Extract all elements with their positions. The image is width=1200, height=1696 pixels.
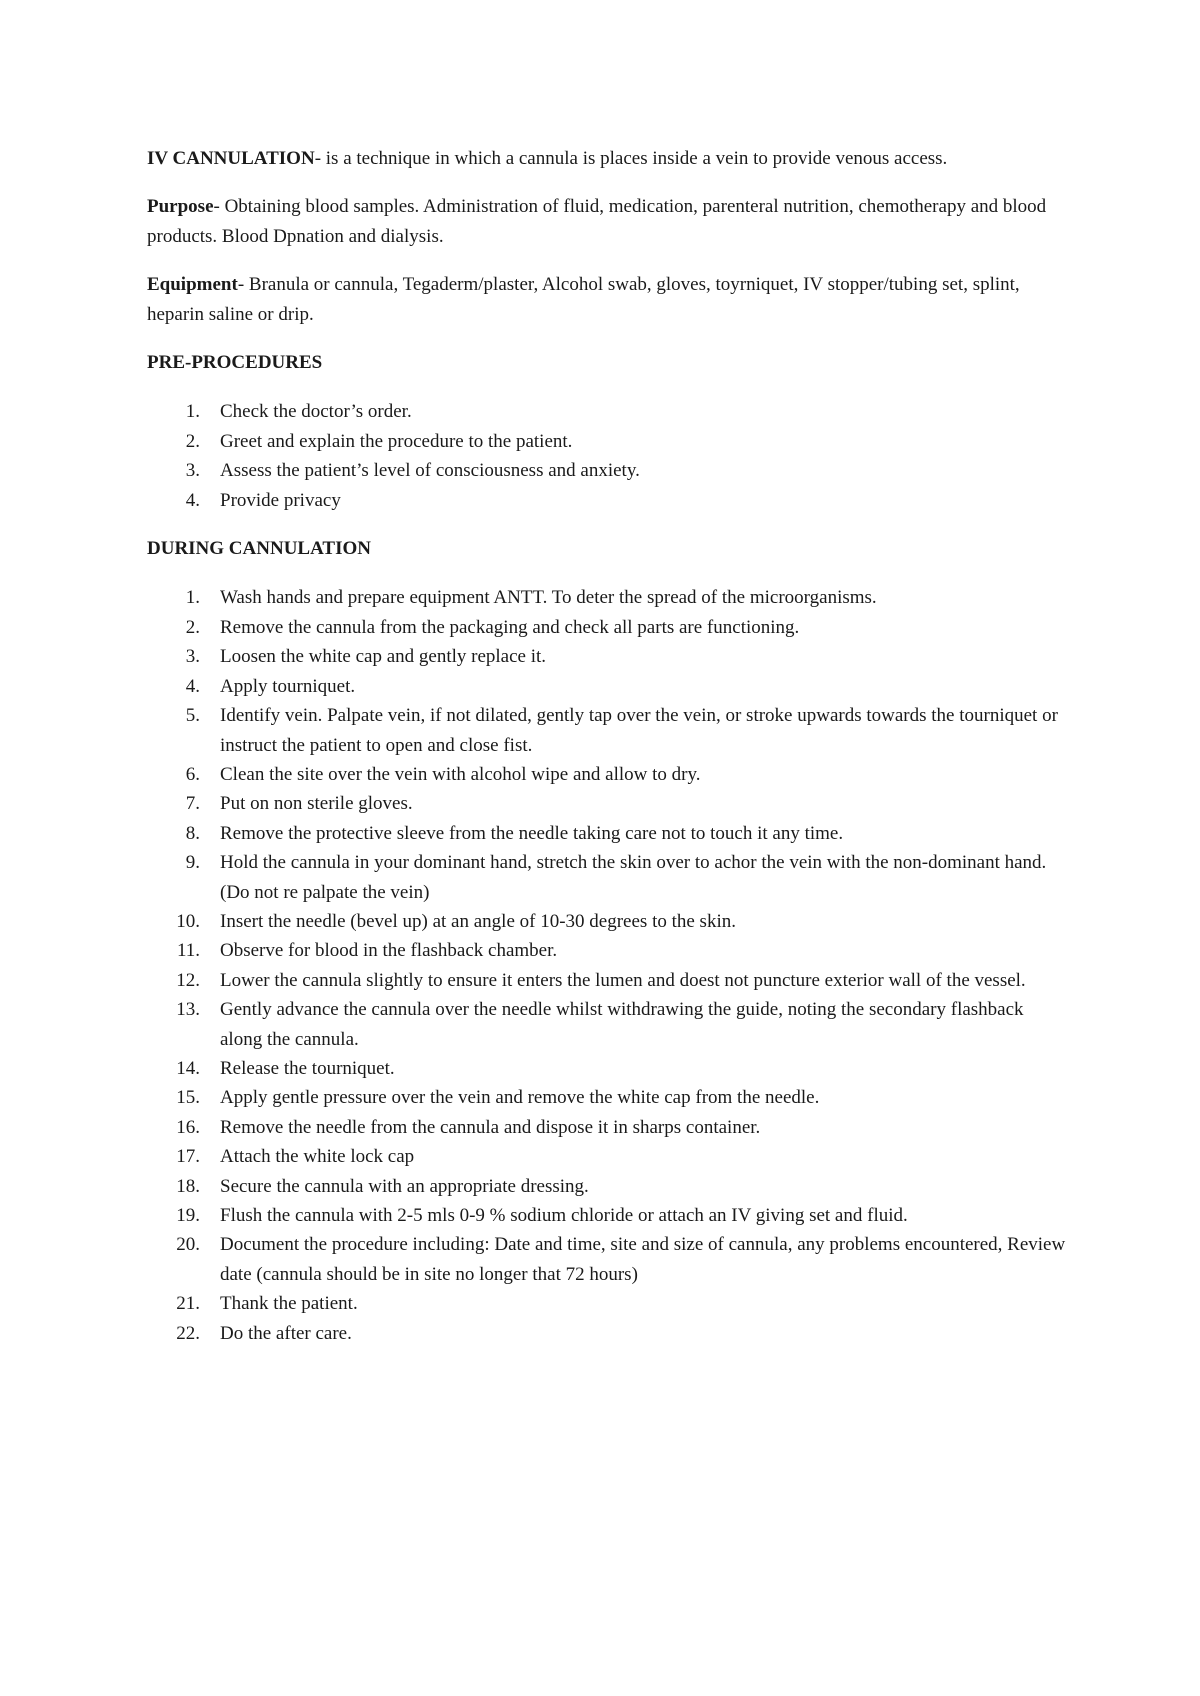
list-item — [147, 907, 1067, 936]
list-item-number: 1. — [185, 401, 200, 423]
list-item-number: 6. — [185, 763, 200, 785]
list-item-text: Flush the cannula with 2-5 mls 0-9 % sodium chloride or attach an IV giving set and fluid. — [220, 1205, 908, 1226]
list-item-number: 21. — [176, 1293, 200, 1315]
list-item-text: Observe for blood in the flashback chamber. — [220, 940, 558, 962]
list-item — [147, 1289, 1067, 1318]
list-item-text: Check the doctor’s order. — [220, 401, 412, 423]
list-item — [147, 1054, 1067, 1083]
list-item-text: Put on non sterile gloves. — [220, 793, 413, 815]
list-item-number: 22. — [176, 1322, 200, 1344]
list-item — [147, 1230, 1067, 1289]
list-item-number: 2. — [185, 430, 200, 452]
list-item-text: Assess the patient’s level of consciousness and anxiety. — [220, 460, 640, 482]
list-item — [147, 427, 1067, 456]
list-item-text: Remove the protective sleeve from the needle taking care not to touch it any time. — [220, 822, 844, 844]
list-item-number: 20. — [176, 1234, 200, 1256]
list-item-number: 12. — [176, 969, 200, 991]
pre-procedures-heading: PRE-PROCEDURES — [147, 352, 323, 374]
list-item-text: Insert the needle (bevel up) at an angle of 10-30 degrees to the skin. — [220, 910, 736, 932]
equipment-label: Equipment — [147, 274, 238, 296]
list-item — [147, 1201, 1067, 1230]
purpose-paragraph — [147, 192, 1067, 251]
list-item-text: Remove the cannula from the packaging and check all parts are functioning. — [220, 616, 800, 638]
list-item — [147, 936, 1067, 965]
equipment-paragraph — [147, 270, 1067, 329]
list-item-number: 16. — [176, 1116, 200, 1138]
list-item-number: 4. — [185, 675, 200, 697]
list-item — [147, 848, 1067, 907]
during-cannulation-heading: DURING CANNULATION — [147, 538, 371, 560]
list-item-number: 5. — [185, 705, 200, 727]
list-item — [147, 456, 1067, 485]
list-item-number: 15. — [176, 1087, 200, 1109]
list-item — [147, 486, 1067, 515]
list-item-number: 3. — [185, 646, 200, 668]
during-cannulation-list — [147, 583, 1067, 1348]
list-item-text: Secure the cannula with an appropriate dressing. — [220, 1175, 589, 1197]
intro-paragraph — [147, 144, 1067, 173]
list-item — [147, 583, 1067, 612]
intro-text: - is a technique in which a cannula is places inside a vein to provide venous access. — [314, 148, 948, 169]
list-item-number: 10. — [176, 910, 200, 932]
list-item-number: 14. — [176, 1057, 200, 1079]
list-item-number: 7. — [185, 793, 200, 815]
list-item — [147, 1113, 1067, 1142]
list-item-text: Do the after care. — [220, 1322, 352, 1344]
list-item-text: Wash hands and prepare equipment ANTT. To deter the spread of the microorganisms. — [220, 587, 877, 609]
list-item-number: 3. — [185, 460, 200, 482]
list-item-number: 17. — [176, 1146, 200, 1168]
list-item-number: 8. — [185, 822, 200, 844]
list-item-number: 4. — [185, 489, 200, 511]
list-item — [147, 613, 1067, 642]
list-item-text: Provide privacy — [220, 489, 341, 511]
list-item-number: 2. — [185, 616, 200, 638]
list-item — [147, 1172, 1067, 1201]
list-item-number: 9. — [185, 852, 200, 874]
list-item — [147, 789, 1067, 818]
list-item-text: Apply tourniquet. — [220, 675, 356, 697]
list-item-text: Hold the cannula in your dominant hand, stretch the skin over to achor the vein with the non-dominant hand. (Do not re palpate the vein) — [220, 852, 1047, 903]
intro-term: IV CANNULATION — [147, 148, 315, 169]
equipment-text: - Branula or cannula, Tegaderm/plaster, Alcohol swab, gloves, toyrniquet, IV stopper/tubing set, splint, heparin saline or drip. — [147, 274, 1020, 325]
list-item — [147, 672, 1067, 701]
list-item-text: Gently advance the cannula over the needle whilst withdrawing the guide, noting the secondary flashback along the cannula. — [220, 999, 1024, 1050]
list-item — [147, 701, 1067, 760]
list-item — [147, 760, 1067, 789]
list-item — [147, 397, 1067, 426]
list-item-number: 18. — [176, 1175, 200, 1197]
pre-procedures-list — [147, 397, 1067, 515]
list-item — [147, 642, 1067, 671]
list-item-text: Apply gentle pressure over the vein and remove the white cap from the needle. — [220, 1087, 820, 1109]
list-item-text: Document the procedure including: Date and time, site and size of cannula, any problems encountered, Review date (cannula should be in site no longer that 72 hours) — [220, 1234, 1066, 1285]
list-item — [147, 1319, 1067, 1348]
list-item-text: Identify vein. Palpate vein, if not dilated, gently tap over the vein, or stroke upwards towards the tourniquet or instruct the patient to open and close fist. — [220, 705, 1058, 756]
list-item-number: 11. — [176, 940, 200, 962]
list-item — [147, 966, 1067, 995]
list-item-number: 19. — [176, 1205, 200, 1226]
list-item-text: Attach the white lock cap — [220, 1146, 415, 1168]
list-item — [147, 1142, 1067, 1171]
list-item-text: Clean the site over the vein with alcohol wipe and allow to dry. — [220, 763, 701, 785]
list-item-text: Thank the patient. — [220, 1293, 358, 1315]
list-item — [147, 1083, 1067, 1112]
list-item-text: Release the tourniquet. — [220, 1057, 395, 1079]
purpose-label: Purpose — [147, 196, 214, 218]
list-item-number: 1. — [185, 587, 200, 609]
purpose-text: - Obtaining blood samples. Administration of fluid, medication, parenteral nutrition, chemotherapy and blood products. Blood Dpnation and dialysis. — [147, 196, 1047, 247]
list-item-text: Lower the cannula slightly to ensure it enters the lumen and doest not puncture exterior wall of the vessel. — [220, 969, 1026, 991]
list-item-text: Greet and explain the procedure to the patient. — [220, 430, 573, 452]
list-item-text: Loosen the white cap and gently replace it. — [220, 646, 547, 668]
list-item-text: Remove the needle from the cannula and dispose it in sharps container. — [220, 1116, 761, 1138]
document-page — [147, 144, 1067, 1367]
list-item — [147, 995, 1067, 1054]
list-item — [147, 819, 1067, 848]
list-item-number: 13. — [176, 999, 200, 1021]
